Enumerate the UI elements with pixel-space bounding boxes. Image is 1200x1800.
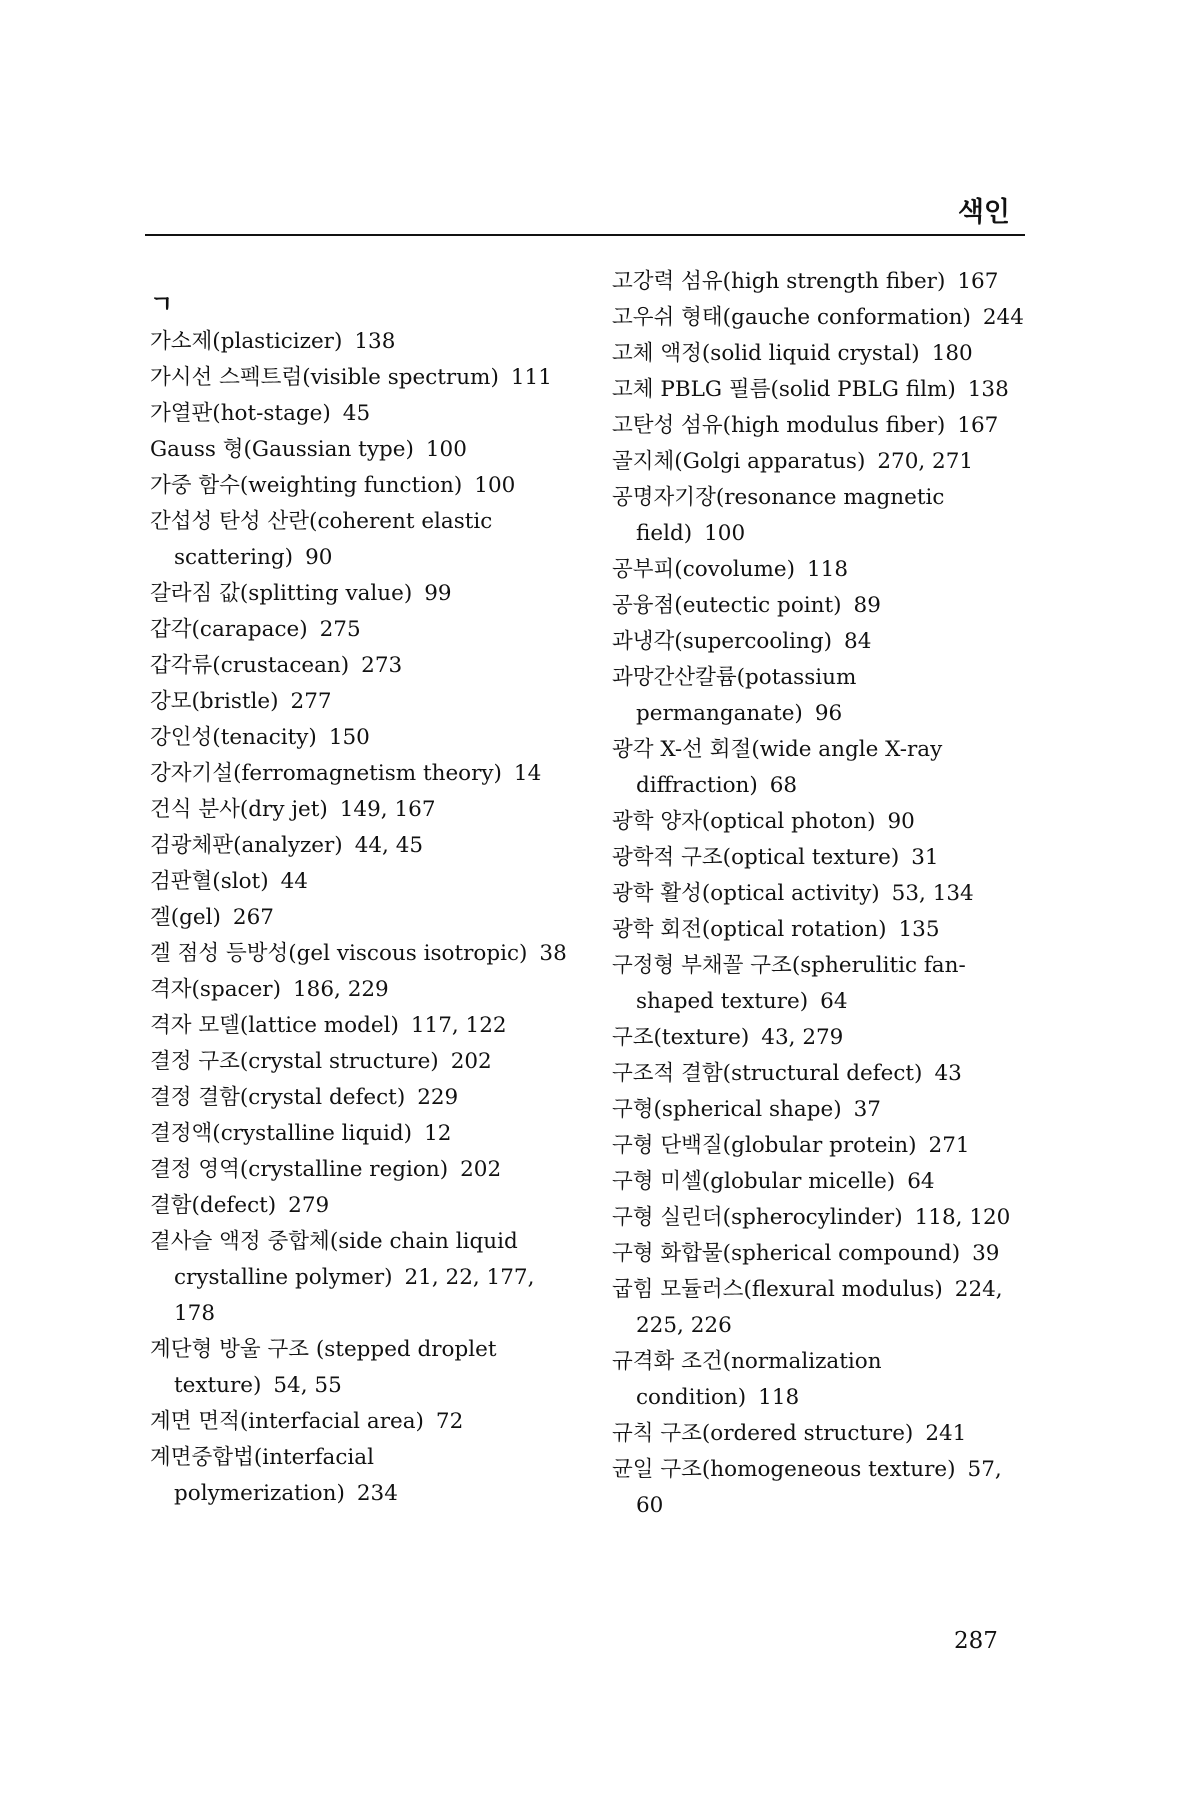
index-page-refs: 90: [305, 545, 333, 570]
index-entry: [612, 372, 1032, 408]
index-term: 격자 모델(lattice model): [150, 1013, 399, 1038]
index-term: 과망간산칼륨(potassium permanganate): [612, 665, 857, 726]
index-page-refs: 138: [967, 377, 1009, 402]
index-term: 결정 결함(crystal defect): [150, 1085, 406, 1110]
index-entry: [150, 1188, 570, 1224]
index-page-refs: 84: [844, 629, 872, 654]
index-term: 간섭성 탄성 산란(coherent elastic scattering): [150, 509, 493, 570]
index-term: Gauss 형(Gaussian type): [150, 437, 414, 462]
index-page-refs: 68: [769, 773, 798, 798]
index-entry: [150, 828, 570, 864]
index-entry: [612, 1416, 1032, 1452]
right-column: [612, 264, 1032, 1524]
index-entry: [612, 624, 1032, 660]
index-term: 구형 화합물(spherical compound): [612, 1241, 961, 1266]
index-page-refs: 14: [513, 761, 542, 786]
index-entry: [150, 1008, 570, 1044]
index-term: 겔 점성 등방성(gel viscous isotropic): [150, 941, 528, 966]
index-term: 계단형 방울 구조 (stepped droplet texture): [150, 1337, 497, 1398]
index-term: 구조적 결함(structural defect): [612, 1061, 923, 1086]
index-page-refs: 279: [288, 1193, 330, 1218]
index-page-refs: 38: [539, 941, 567, 966]
index-entry: [150, 648, 570, 684]
index-entry: [612, 588, 1032, 624]
index-term: 고강력 섬유(high strength fiber): [612, 269, 946, 294]
index-term: 갈라짐 값(splitting value): [150, 581, 413, 606]
index-term: 고탄성 섬유(high modulus fiber): [612, 413, 946, 438]
index-entry: [612, 480, 1032, 552]
index-term: 구형 미셀(globular micelle): [612, 1169, 896, 1194]
index-term: 고우쉬 형태(gauche conformation): [612, 305, 971, 330]
index-entry: [612, 1056, 1032, 1092]
index-page-refs: 64: [907, 1169, 935, 1194]
index-term: 가열판(hot-stage): [150, 401, 331, 426]
index-term: 공융점(eutectic point): [612, 593, 842, 618]
index-page-refs: 202: [460, 1157, 502, 1182]
index-entry: [612, 912, 1032, 948]
index-entry: [612, 1452, 1032, 1524]
index-term: 광각 X-선 회절(wide angle X-ray diffraction): [612, 737, 943, 798]
index-page-refs: 167: [957, 413, 999, 438]
index-entry: [150, 432, 570, 468]
index-page-refs: 270, 271: [877, 449, 974, 474]
index-page-refs: 135: [898, 917, 940, 942]
index-page-refs: 111: [510, 365, 552, 390]
index-term: 골지체(Golgi apparatus): [612, 449, 866, 474]
index-term: 광학 양자(optical photon): [612, 809, 876, 834]
index-entry: [150, 576, 570, 612]
index-page-refs: 180: [931, 341, 973, 366]
index-page-refs: 229: [417, 1085, 459, 1110]
index-term: 결함(defect): [150, 1193, 277, 1218]
index-page-refs: 267: [232, 905, 274, 930]
index-entry: [150, 1332, 570, 1404]
index-entry: [150, 756, 570, 792]
index-page-refs: 90: [887, 809, 915, 834]
index-entry: [612, 1164, 1032, 1200]
index-entry: [612, 840, 1032, 876]
index-page-refs: 89: [853, 593, 881, 618]
index-page-refs: 99: [424, 581, 452, 606]
index-page-refs: 54, 55: [273, 1373, 342, 1398]
index-entry: [150, 1080, 570, 1116]
index-term: 고체 액정(solid liquid crystal): [612, 341, 920, 366]
index-page-refs: 118: [807, 557, 849, 582]
index-entry: [612, 1128, 1032, 1164]
index-term: 건식 분사(dry jet): [150, 797, 328, 822]
right-entry-list: [612, 264, 1032, 1524]
index-entry: [150, 936, 570, 972]
index-term: 격자(spacer): [150, 977, 281, 1002]
index-term: 균일 구조(homogeneous texture): [612, 1457, 956, 1482]
index-entry: [612, 1344, 1032, 1416]
index-page-refs: 244: [982, 305, 1024, 330]
index-entry: [612, 408, 1032, 444]
index-term: 고체 PBLG 필름(solid PBLG film): [612, 377, 956, 402]
index-page-refs: 72: [435, 1409, 464, 1434]
index-page-refs: 202: [450, 1049, 492, 1074]
index-term: 강모(bristle): [150, 689, 279, 714]
index-page-refs: 273: [361, 653, 403, 678]
index-page-refs: 138: [354, 329, 396, 354]
index-entry: [150, 360, 570, 396]
index-page-refs: 43, 279: [761, 1025, 844, 1050]
index-term: 광학적 구조(optical texture): [612, 845, 900, 870]
index-term: 검판혈(slot): [150, 869, 269, 894]
index-term: 공명자기장(resonance magnetic field): [612, 485, 945, 546]
index-page-refs: 241: [925, 1421, 967, 1446]
index-term: 결정 영역(crystalline region): [150, 1157, 449, 1182]
index-page-refs: 64: [820, 989, 848, 1014]
index-term: 강자기설(ferromagnetism theory): [150, 761, 502, 786]
index-term: 결정 구조(crystal structure): [150, 1049, 439, 1074]
index-entry: [612, 1020, 1032, 1056]
index-entry: [150, 1116, 570, 1152]
index-term: 겔(gel): [150, 905, 221, 930]
index-entry: [612, 732, 1032, 804]
index-term: 광학 회전(optical rotation): [612, 917, 887, 942]
index-page-refs: 277: [290, 689, 332, 714]
index-term: 굽힘 모듈러스(flexural modulus): [612, 1277, 943, 1302]
section-letter: ㄱ: [150, 290, 174, 318]
index-entry: [150, 684, 570, 720]
index-page-refs: 45: [342, 401, 371, 426]
index-entry: [150, 864, 570, 900]
left-column: [150, 260, 570, 1512]
index-entry: [150, 900, 570, 936]
index-term: 가중 함수(weighting function): [150, 473, 463, 498]
index-term: 가시선 스펙트럼(visible spectrum): [150, 365, 499, 390]
index-term: 구형(spherical shape): [612, 1097, 842, 1122]
index-term: 구형 단백질(globular protein): [612, 1133, 917, 1158]
index-page-refs: 271: [928, 1133, 970, 1158]
index-page-refs: 37: [853, 1097, 881, 1122]
index-term: 곁사슬 액정 중합체(side chain liquid crystalline polymer): [150, 1229, 518, 1290]
index-term: 구조(texture): [612, 1025, 750, 1050]
index-term: 가소제(plasticizer): [150, 329, 343, 354]
index-term: 갑각류(crustacean): [150, 653, 350, 678]
index-page-refs: 100: [474, 473, 516, 498]
index-page-refs: 118, 120: [914, 1205, 1011, 1230]
index-page-refs: 21, 22, 177, 178: [174, 1265, 535, 1326]
index-entry: [612, 264, 1032, 300]
index-entry: [612, 804, 1032, 840]
index-entry: [150, 972, 570, 1008]
index-page-refs: 53, 134: [891, 881, 974, 906]
index-entry: [150, 1044, 570, 1080]
index-page-refs: 150: [328, 725, 370, 750]
index-entry: [150, 1152, 570, 1188]
index-page-refs: 57, 60: [636, 1457, 1002, 1518]
index-entry: [612, 336, 1032, 372]
index-entry: [150, 324, 570, 360]
index-page-refs: 100: [425, 437, 467, 462]
index-term: 강인성(tenacity): [150, 725, 317, 750]
index-entry: [612, 1236, 1032, 1272]
index-entry: [150, 1440, 570, 1512]
index-entry: [150, 468, 570, 504]
index-page-refs: 275: [319, 617, 361, 642]
index-entry: [612, 948, 1032, 1020]
index-term: 공부피(covolume): [612, 557, 795, 582]
index-page-refs: 118: [758, 1385, 800, 1410]
index-page-refs: 224, 225, 226: [636, 1277, 1003, 1338]
index-page-refs: 234: [356, 1481, 398, 1506]
index-entry: [150, 720, 570, 756]
index-page-refs: 39: [972, 1241, 1000, 1266]
index-entry: [612, 876, 1032, 912]
index-page-refs: 44: [280, 869, 308, 894]
header-rule: [145, 234, 1025, 236]
page-number: 287: [954, 1628, 998, 1654]
index-term: 구정형 부채꼴 구조(spherulitic fan-shaped texture): [612, 953, 966, 1014]
index-entry: [150, 396, 570, 432]
index-term: 광학 활성(optical activity): [612, 881, 880, 906]
index-entry: [612, 1092, 1032, 1128]
index-entry: [612, 552, 1032, 588]
index-term: 규격화 조건(normalization condition): [612, 1349, 882, 1410]
index-page-refs: 117, 122: [410, 1013, 507, 1038]
left-entry-list: [150, 324, 570, 1512]
index-page-refs: 43: [934, 1061, 962, 1086]
index-page-refs: 31: [911, 845, 939, 870]
index-entry: [150, 612, 570, 648]
index-term: 결정액(crystalline liquid): [150, 1121, 413, 1146]
index-entry: [612, 300, 1032, 336]
index-entry: [150, 1404, 570, 1440]
index-term: 구형 실린더(spherocylinder): [612, 1205, 903, 1230]
index-entry: [612, 1272, 1032, 1344]
index-entry: [612, 1200, 1032, 1236]
index-page-refs: 12: [424, 1121, 452, 1146]
index-term: 계면중합법(interfacial polymerization): [150, 1445, 374, 1506]
index-term: 규칙 구조(ordered structure): [612, 1421, 914, 1446]
index-term: 검광체판(analyzer): [150, 833, 343, 858]
index-entry: [150, 792, 570, 828]
index-page-refs: 186, 229: [292, 977, 389, 1002]
index-page-refs: 100: [704, 521, 746, 546]
index-entry: [150, 1224, 570, 1332]
index-entry: [612, 660, 1032, 732]
index-entry: [150, 504, 570, 576]
index-term: 갑각(carapace): [150, 617, 308, 642]
index-term: 과냉각(supercooling): [612, 629, 833, 654]
index-page-refs: 167: [957, 269, 999, 294]
index-entry: [612, 444, 1032, 480]
index-page-refs: 149, 167: [339, 797, 436, 822]
index-page-refs: 44, 45: [354, 833, 424, 858]
index-term: 계면 면적(interfacial area): [150, 1409, 424, 1434]
index-page-refs: 96: [814, 701, 843, 726]
section-title: 색인: [957, 197, 1010, 228]
